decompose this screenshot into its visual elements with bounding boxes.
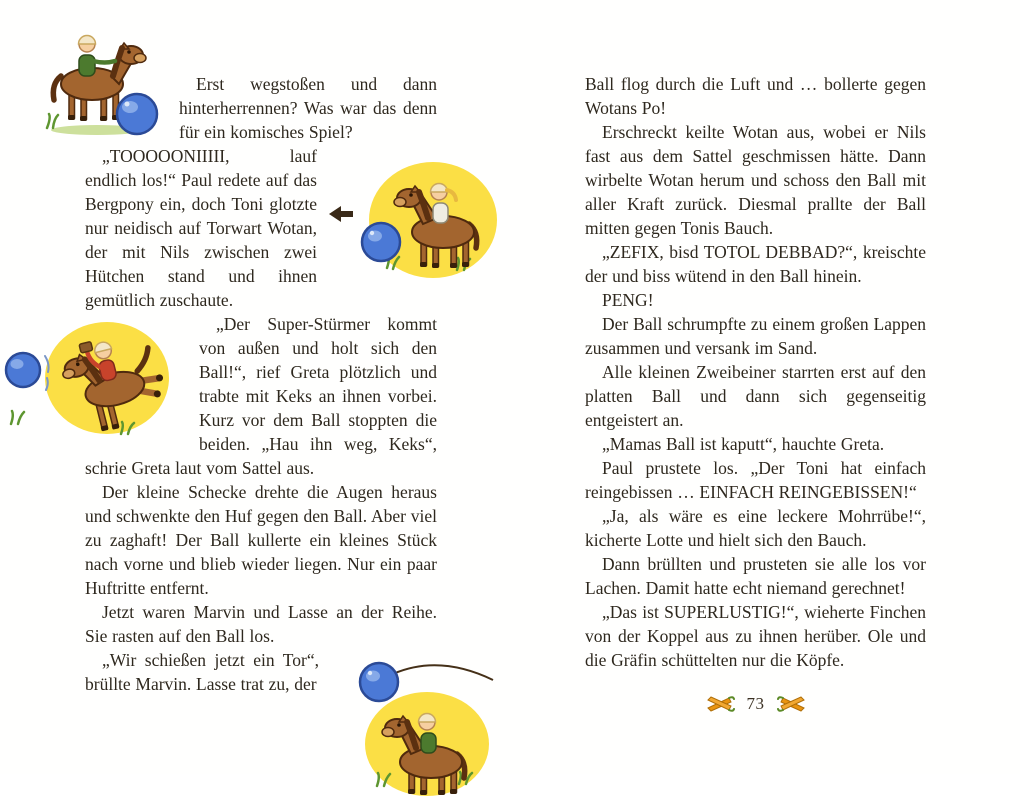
- ball-glint: [370, 231, 374, 235]
- paragraph-left-3: „Der Super-Stürmer kommt von außen und holt sich den Ball!“, rief Greta plötzlich und trabte mit Keks an ihnen vorbei. Kurz vor dem Ball stoppten die beiden. „Hau ihn weg, Keks“, schrie Greta laut vom Sattel aus.: [85, 314, 437, 478]
- left-arrow-icon: [329, 206, 353, 222]
- blue-ball: [6, 353, 40, 387]
- paragraph-left-2: „TOOOOONIIIII, lauf endlich los!“ Paul redete auf das Bergpony ein, doch Toni glotzte nur neidisch auf Torwart Wotan, der mit Nils zwischen zwei Hütchen stand und ihnen gemütlich zuschaute.: [85, 146, 317, 310]
- rider-helmet: [79, 36, 96, 45]
- illustration-pony-bucking: [0, 316, 187, 448]
- illustration-pony-arrow: [327, 156, 503, 288]
- paragraph-left-5: Jetzt waren Marvin und Lasse an der Reihe. Sie rasten auf den Ball los.: [85, 602, 437, 646]
- rider-torso: [433, 203, 448, 223]
- pony-eye: [409, 193, 413, 197]
- illustration-pony-topleft: [27, 24, 167, 142]
- pony-tail: [53, 76, 61, 100]
- paragraph-right-1: Ball flog durch die Luft und … bollerte gegen Wotans Po!: [585, 74, 926, 118]
- paragraph-right-7: „Mamas Ball ist kaputt“, hauchte Greta.: [602, 434, 885, 454]
- left-page: [85, 72, 437, 772]
- paragraph-right-8: Paul prustete los. „Der Toni hat einfach reingebissen … EINFACH REINGEBISSEN!“: [585, 458, 926, 502]
- paragraph-right-10: Dann brüllten und prusteten sie alle los vor Lachen. Damit hatte echt niemand gerechnet!: [585, 554, 926, 598]
- pony-eye: [127, 50, 131, 54]
- paragraph-right-3: „ZEFIX, bisd TOTOL DEBBAD?“, kreischte der und biss wütend in den Ball hinein.: [585, 242, 926, 286]
- paragraph-right-11: „Das ist SUPERLUSTIG!“, wieherte Finchen von der Koppel aus zu ihnen herüber. Ole und die Gräfin schüttelten nur die Köpfe.: [585, 602, 926, 670]
- ball-glint: [368, 671, 372, 675]
- paragraph-right-9: „Ja, als wäre es eine leckere Mohrrübe!“, kicherte Lotte und hielt sich den Bauch.: [585, 506, 926, 550]
- blue-ball: [360, 663, 398, 701]
- right-page: [585, 72, 926, 774]
- bucking-pony-ball-illustration: [0, 316, 187, 448]
- pony-muzzle: [394, 198, 406, 207]
- page-number: 73: [746, 694, 765, 713]
- paragraph-left-6: „Wir schießen jetzt ein Tor“, brüllte Marvin. Lasse trat zu, der: [85, 650, 319, 694]
- pony-eye: [397, 723, 401, 727]
- paragraph-right-6: Alle kleinen Zweibeiner starrten erst auf den platten Ball und dann sich gegenseitig entgeistert an.: [585, 362, 926, 430]
- illustration-pony-bottom: [329, 652, 507, 798]
- pony-rider-ball-illustration: [27, 24, 167, 142]
- pony-flying-ball-illustration: [329, 652, 507, 798]
- pony-muzzle: [134, 54, 146, 63]
- ball-highlight: [11, 359, 24, 369]
- blue-ball: [117, 94, 157, 134]
- paragraph-right-5: Der Ball schrumpfte zu einem großen Lappen zusammen und versank im Sand.: [585, 314, 926, 358]
- paragraph-left-4: Der kleine Schecke drehte die Augen heraus und schwenkte den Huf gegen den Ball. Aber viel zu zaghaft! Der Ball kullerte ein kleines Stück nach vorne und blieb wieder liegen. Nur ein paar Huftritte entfernt.: [85, 482, 437, 598]
- paragraph-left-1: Erst wegstoßen und dann hinterherrennen? Was war das denn für ein komisches Spiel?: [179, 74, 437, 142]
- paragraph-right-4: PENG!: [602, 290, 654, 310]
- ball-glint: [125, 102, 130, 107]
- carrot-ornament-icon: [705, 695, 735, 713]
- paragraph-right-2: Erschreckt keilte Wotan aus, wobei er Nils fast aus dem Sattel geschmissen hätte. Dann wirbelte Wotan herum und schoss den Ball mit aller Kraft zurück. Diesmal prallte der Ball mitten gegen Tonis Bauch.: [585, 122, 926, 238]
- rider-arm: [93, 61, 115, 63]
- ball-highlight: [122, 101, 138, 113]
- waved-object: [79, 341, 93, 353]
- page-footer: [585, 694, 926, 714]
- ball-trajectory-arc: [393, 665, 493, 680]
- pony-muzzle: [382, 728, 394, 737]
- carrot-ornament-icon: [777, 695, 807, 713]
- rider-torso: [79, 55, 95, 76]
- pony-rider-sun-illustration: [327, 156, 503, 288]
- pony-hooves: [68, 115, 119, 121]
- rider-torso: [421, 733, 436, 753]
- blue-ball: [362, 223, 400, 261]
